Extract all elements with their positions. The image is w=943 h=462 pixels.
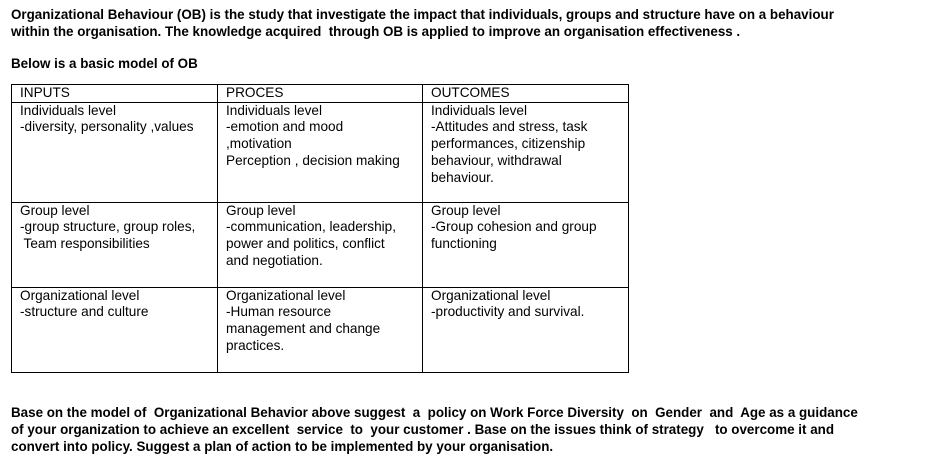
- cell-org-inputs: [12, 287, 218, 372]
- table-row-individual: [12, 102, 629, 202]
- cell-line: Group level: [226, 202, 296, 218]
- intro-line: within the organisation. The knowledge acquired through OB is applied to improve an organisation effectiveness .: [11, 24, 741, 39]
- header-outcomes: OUTCOMES: [423, 85, 629, 103]
- cell-line: -Attitudes and stress, task: [431, 119, 588, 135]
- intro-line: Organizational Behaviour (OB) is the study that investigate the impact that individuals, groups and structure have on a behaviour: [11, 7, 834, 22]
- cell-line: functioning: [431, 236, 497, 252]
- cell-line: Individuals level: [20, 102, 116, 118]
- cell-line: performances, citizenship: [431, 136, 586, 152]
- cell-individual-outcomes: [423, 102, 629, 202]
- cell-line: -Human resource: [226, 304, 332, 320]
- intro-paragraph: [11, 6, 936, 40]
- cell-group-process: [218, 202, 423, 287]
- table-row-organizational: [12, 287, 629, 372]
- cell-line: Perception , decision making: [226, 152, 400, 168]
- cell-line: Group level: [20, 202, 90, 218]
- cell-line: ,motivation: [226, 136, 292, 152]
- cell-line: Group level: [431, 202, 501, 218]
- cell-line: and negotiation.: [226, 252, 323, 268]
- model-subheading: Below is a basic model of OB: [11, 56, 198, 71]
- cell-line: Team responsibilities: [20, 236, 150, 252]
- cell-line: -Group cohesion and group: [431, 219, 597, 235]
- cell-line: -productivity and survival.: [431, 304, 585, 320]
- table-header-row: [12, 85, 629, 103]
- header-process: PROCES: [218, 85, 423, 103]
- ob-model-table: [11, 84, 629, 373]
- cell-line: -structure and culture: [20, 304, 149, 320]
- cell-individual-inputs: [12, 102, 218, 202]
- cell-line: -communication, leadership,: [226, 219, 397, 235]
- cell-group-outcomes: [423, 202, 629, 287]
- question-line: of your organization to achieve an excellent service to your customer . Base on the issues think of strategy to overcome it and: [11, 422, 835, 437]
- cell-line: power and politics, conflict: [226, 236, 385, 252]
- cell-line: practices.: [226, 337, 285, 353]
- cell-line: -diversity, personality ,values: [20, 119, 194, 135]
- table-row-group: [12, 202, 629, 287]
- cell-line: behaviour, withdrawal: [431, 152, 562, 168]
- cell-line: -group structure, group roles,: [20, 219, 196, 235]
- cell-line: Organizational level: [20, 287, 140, 303]
- cell-org-process: [218, 287, 423, 372]
- question-line: convert into policy. Suggest a plan of action to be implemented by your organisation.: [11, 439, 554, 454]
- cell-line: management and change: [226, 321, 381, 337]
- cell-group-inputs: [12, 202, 218, 287]
- cell-org-outcomes: [423, 287, 629, 372]
- question-line: Base on the model of Organizational Behavior above suggest a policy on Work Force Diversity on Gender and Age as a guidance: [11, 405, 858, 420]
- cell-individual-process: [218, 102, 423, 202]
- cell-line: Organizational level: [431, 287, 551, 303]
- cell-line: behaviour.: [431, 169, 494, 185]
- header-inputs: INPUTS: [12, 85, 218, 103]
- assignment-question: [11, 404, 941, 455]
- cell-line: Individuals level: [226, 102, 322, 118]
- cell-line: Organizational level: [226, 287, 346, 303]
- cell-line: Individuals level: [431, 102, 527, 118]
- cell-line: -emotion and mood: [226, 119, 344, 135]
